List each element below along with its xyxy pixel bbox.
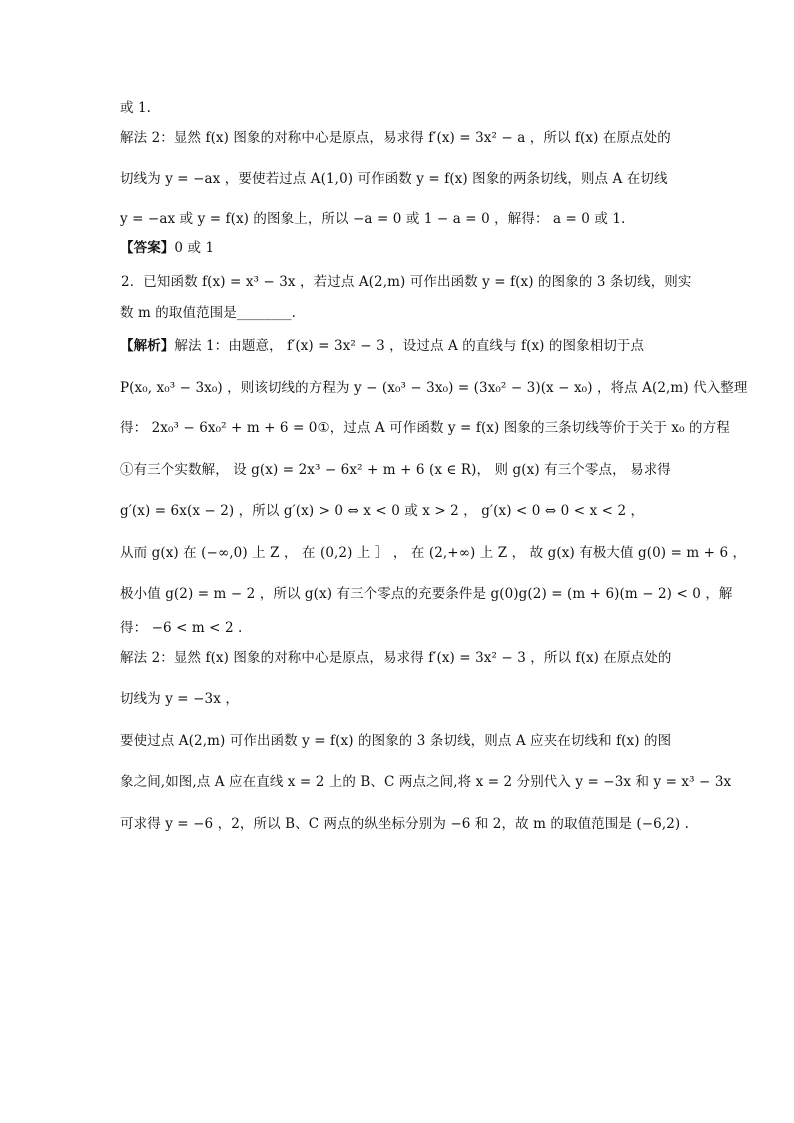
- text-line: 要使过点 A(2,m) 可作出函数 y = f(x) 的图象的 3 条切线，则点 A 应夹在切线和 f(x) 的图: [120, 733, 672, 749]
- answer-label: 【答案】: [120, 240, 175, 256]
- text-line: g′(x) = 6x(x − 2) ，所以 g′(x) > 0 ⇔ x < 0 或 x > 2 ， g′(x) < 0 ⇔ 0 < x < 2 ，: [120, 503, 645, 519]
- text-line: 可求得 y = −6 ，2，所以 B、C 两点的纵坐标分别为 −6 和 2，故 m 的取值范围是 (−6,2) .: [120, 816, 690, 832]
- text-line: 极小值 g(2) = m − 2 ，所以 g(x) 有三个零点的充要条件是 g(0)g(2) = (m + 6)(m − 2) < 0 ，解: [120, 586, 733, 602]
- text-line: 得： −6 < m < 2 .: [120, 620, 243, 636]
- text-line: P(x₀, x₀³ − 3x₀) ，则该切线的方程为 y − (x₀³ − 3x₀) = (3x₀² − 3)(x − x₀) ，将点 A(2,m) 代入整理: [120, 380, 748, 396]
- text-line: 象之间,如图,点 A 应在直线 x = 2 上的 B、C 两点之间,将 x = 2 分别代入 y = −3x 和 y = x³ − 3x: [120, 774, 732, 790]
- answer-line: [120, 240, 214, 256]
- analysis-label: 【解析】: [120, 338, 175, 354]
- text-line: 解法 2：显然 f(x) 图象的对称中心是原点，易求得 f′(x) = 3x² − 3 ，所以 f(x) 在原点处的: [120, 650, 672, 666]
- text-line: 从而 g(x) 在 (−∞,0) 上 Z ， 在 (0,2) 上 ］ ， 在 (2,+∞) 上 Z ， 故 g(x) 有极大值 g(0) = m + 6 ，: [120, 545, 747, 561]
- text-line: 切线为 y = −ax ，要使若过点 A(1,0) 可作函数 y = f(x) 图象的两条切线，则点 A 在切线: [120, 171, 668, 187]
- text-line: 得： 2x₀³ − 6x₀² + m + 6 = 0①，过点 A 可作函数 y = f(x) 图象的三条切线等价于关于 x₀ 的方程: [120, 420, 730, 436]
- text-line: 解法 2：显然 f(x) 图象的对称中心是原点，易求得 f′(x) = 3x² − a ，所以 f(x) 在原点处的: [120, 130, 671, 146]
- question-line: 数 m 的取值范围是________.: [120, 305, 297, 321]
- analysis-line: [120, 338, 644, 354]
- text-line: 或 1.: [120, 100, 152, 116]
- answer-text: 0 或 1: [174, 240, 215, 256]
- analysis-text: 解法 1：由题意， f′(x) = 3x² − 3 ，设过点 A 的直线与 f(x) 的图象相切于点: [174, 338, 645, 354]
- text-line: 切线为 y = −3x ，: [120, 691, 239, 707]
- text-line: y = −ax 或 y = f(x) 的图象上，所以 −a = 0 或 1 − a = 0 ，解得： a = 0 或 1.: [120, 211, 626, 227]
- text-line: ①有三个实数解， 设 g(x) = 2x³ − 6x² + m + 6 (x ∈ R)， 则 g(x) 有三个零点， 易求得: [120, 462, 671, 478]
- question-line: 2．已知函数 f(x) = x³ − 3x ，若过点 A(2,m) 可作出函数 y = f(x) 的图象的 3 条切线，则实: [121, 274, 692, 290]
